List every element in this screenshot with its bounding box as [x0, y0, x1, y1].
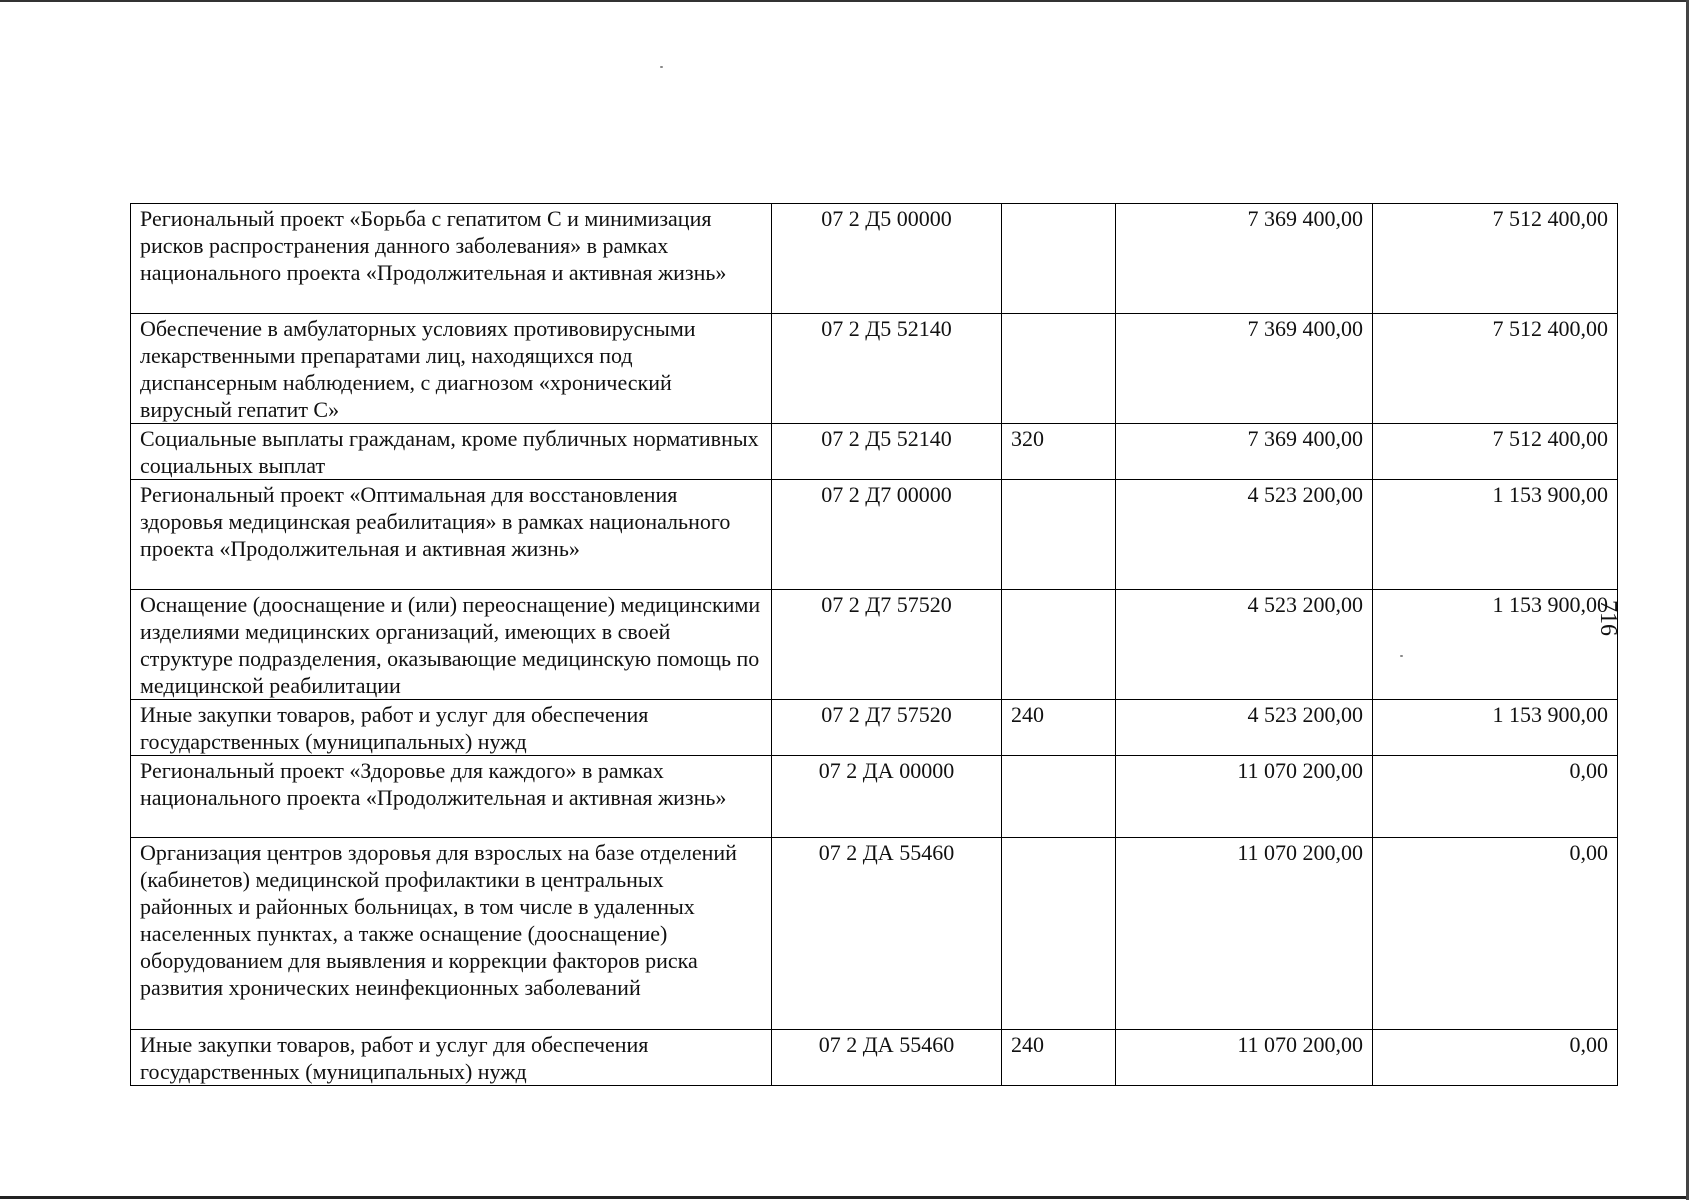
row-sum-1: 11 070 200,00	[1116, 1030, 1373, 1086]
row-sum-2: 0,00	[1373, 838, 1618, 1030]
row-expense-type: 320	[1002, 424, 1116, 480]
row-expense-type	[1002, 756, 1116, 838]
row-sum-2: 0,00	[1373, 1030, 1618, 1086]
row-code: 07 2 Д7 57520	[772, 700, 1002, 756]
row-name: Региональный проект «Оптимальная для восстановления здоровья медицинская реабилитация» в рамках национального проекта «Продолжительная и активная жизнь»	[131, 480, 772, 590]
budget-table	[130, 203, 1621, 1086]
row-code: 07 2 Д5 52140	[772, 314, 1002, 424]
row-name: Обеспечение в амбулаторных условиях противовирусными лекарственными препаратами лиц, находящихся под диспансерным наблюдением, с диагнозом «хронический вирусный гепатит С»	[131, 314, 772, 424]
row-sum-2: 7 512 400,00	[1373, 204, 1618, 314]
row-code: 07 2 Д7 57520	[772, 590, 1002, 700]
row-code: 07 2 Д5 00000	[772, 204, 1002, 314]
row-code: 07 2 ДА 55460	[772, 1030, 1002, 1086]
row-name: Региональный проект «Здоровье для каждого» в рамках национального проекта «Продолжительная и активная жизнь»	[131, 756, 772, 838]
row-sum-1: 7 369 400,00	[1116, 314, 1373, 424]
row-sum-2: 0,00	[1373, 756, 1618, 838]
row-sum-2: 7 512 400,00	[1373, 314, 1618, 424]
row-expense-type	[1002, 480, 1116, 590]
row-name: Иные закупки товаров, работ и услуг для обеспечения государственных (муниципальных) нужд	[131, 1030, 772, 1086]
page-number: 716	[1595, 600, 1621, 636]
table-row	[131, 756, 1618, 838]
row-sum-1: 7 369 400,00	[1116, 204, 1373, 314]
row-name: Региональный проект «Борьба с гепатитом С и минимизация рисков распространения данного заболевания» в рамках национального проекта «Продолжительная и активная жизнь»	[131, 204, 772, 314]
row-sum-2: 7 512 400,00	[1373, 424, 1618, 480]
table-row	[131, 1030, 1618, 1086]
row-expense-type: 240	[1002, 700, 1116, 756]
row-sum-1: 7 369 400,00	[1116, 424, 1373, 480]
row-sum-1: 11 070 200,00	[1116, 756, 1373, 838]
row-code: 07 2 ДА 00000	[772, 756, 1002, 838]
table-row	[131, 700, 1618, 756]
row-code: 07 2 ДА 55460	[772, 838, 1002, 1030]
table-row	[131, 204, 1618, 314]
row-name: Иные закупки товаров, работ и услуг для обеспечения государственных (муниципальных) нужд	[131, 700, 772, 756]
row-code: 07 2 Д7 00000	[772, 480, 1002, 590]
scan-speck	[660, 66, 663, 68]
scan-top-edge	[0, 0, 1689, 2]
row-sum-1: 4 523 200,00	[1116, 480, 1373, 590]
table-row	[131, 314, 1618, 424]
row-sum-2: 1 153 900,00	[1373, 700, 1618, 756]
row-sum-2: 1 153 900,00	[1373, 480, 1618, 590]
table-row	[131, 480, 1618, 590]
table-row	[131, 424, 1618, 480]
row-expense-type	[1002, 838, 1116, 1030]
row-expense-type	[1002, 314, 1116, 424]
row-sum-1: 4 523 200,00	[1116, 700, 1373, 756]
row-name: Социальные выплаты гражданам, кроме публичных нормативных социальных выплат	[131, 424, 772, 480]
scan-bottom-edge	[0, 1196, 1689, 1199]
row-sum-2: 1 153 900,00	[1373, 590, 1618, 700]
row-expense-type: 240	[1002, 1030, 1116, 1086]
row-code: 07 2 Д5 52140	[772, 424, 1002, 480]
table-row	[131, 838, 1618, 1030]
row-sum-1: 11 070 200,00	[1116, 838, 1373, 1030]
row-expense-type	[1002, 204, 1116, 314]
row-sum-1: 4 523 200,00	[1116, 590, 1373, 700]
row-name: Организация центров здоровья для взрослых на базе отделений (кабинетов) медицинской профилактики в центральных районных и районных больницах, в том числе в удаленных населенных пунктах, а также оснащение (дооснащение) оборудованием для выявления и коррекции факторов риска развития хронических неинфекционных заболеваний	[131, 838, 772, 1030]
row-name: Оснащение (дооснащение и (или) переоснащение) медицинскими изделиями медицинских организаций, имеющих в своей структуре подразделения, оказывающие медицинскую помощь по медицинской реабилитации	[131, 590, 772, 700]
row-expense-type	[1002, 590, 1116, 700]
table-row	[131, 590, 1618, 700]
